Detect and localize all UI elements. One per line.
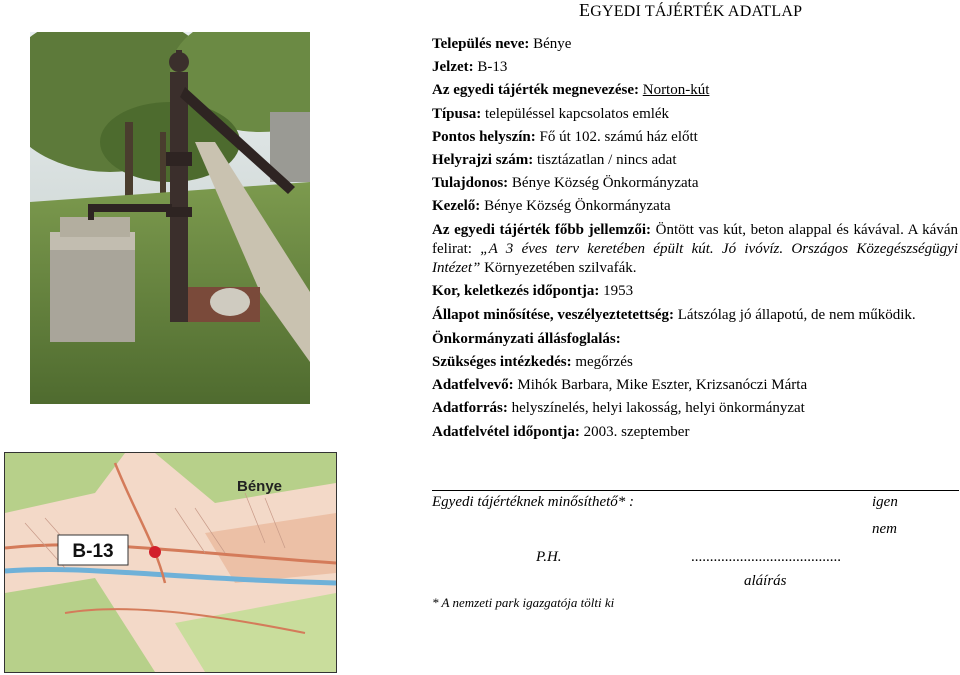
qualification-label: Egyedi tájértéknek minősíthető* : xyxy=(432,494,635,510)
footnote: * A nemzeti park igazgatója tölti ki xyxy=(432,595,615,610)
field-telepules: Település neve: Bénye xyxy=(432,36,572,52)
field-kor: Kor, keletkezés időpontja: 1953 xyxy=(432,282,634,299)
data-fields xyxy=(432,33,958,444)
ph-label: P.H. xyxy=(536,549,562,565)
location-map xyxy=(4,452,337,673)
map-marker-label: B-13 xyxy=(72,541,114,562)
field-adatfelvevo: Adatfelvevő: Mihók Barbara, Mike Eszter, Krizsanóczi Márta xyxy=(432,377,808,394)
field-allapot: Állapot minősítése, veszélyeztetettség: Látszólag jó állapotú, de nem működik. xyxy=(432,306,916,323)
field-tipusa: Típusa: településsel kapcsolatos emlék xyxy=(432,105,670,122)
signature-line: ........................................ xyxy=(691,549,841,565)
field-jellemzok: Az egyedi tájérték főbb jellemzői: Öntött vas kút, beton alappal és kávával. A káván felirat: „A 3 éves terv keretében épült kút. Jó ivóvíz. Országos Közegészségügyi Intézet” Környezetében szilvafák. xyxy=(432,221,959,276)
well-photo xyxy=(30,32,310,404)
option-no: nem xyxy=(872,521,897,537)
field-helyszin: Pontos helyszín: Fő út 102. számú ház előtt xyxy=(432,128,698,145)
marker-dot xyxy=(149,546,161,558)
map-town-label: Bénye xyxy=(237,478,283,495)
field-onkormanyzati: Önkormányzati állásfoglalás: xyxy=(432,330,621,347)
field-megnevezes: Az egyedi tájérték megnevezése: Norton-kút xyxy=(432,82,710,99)
field-adatforras: Adatforrás: helyszínelés, helyi lakosság, helyi önkormányzat xyxy=(432,400,805,417)
page-title: EGYEDI TÁJÉRTÉK ADATLAP xyxy=(579,0,803,20)
field-kezelo: Kezelő: Bénye Község Önkormányzata xyxy=(432,198,671,215)
field-tulajdonos: Tulajdonos: Bénye Község Önkormányzata xyxy=(432,175,699,192)
field-intezkedes: Szükséges intézkedés: megőrzés xyxy=(432,354,633,371)
field-idopont: Adatfelvétel időpontja: 2003. szeptember xyxy=(432,423,690,440)
field-helyrajzi: Helyrajzi szám: tisztázatlan / nincs adat xyxy=(432,152,677,169)
divider-line xyxy=(432,490,959,491)
field-jelzet: Jelzet: B-13 xyxy=(432,59,508,76)
signature-label: aláírás xyxy=(744,573,787,589)
option-yes: igen xyxy=(872,494,898,510)
